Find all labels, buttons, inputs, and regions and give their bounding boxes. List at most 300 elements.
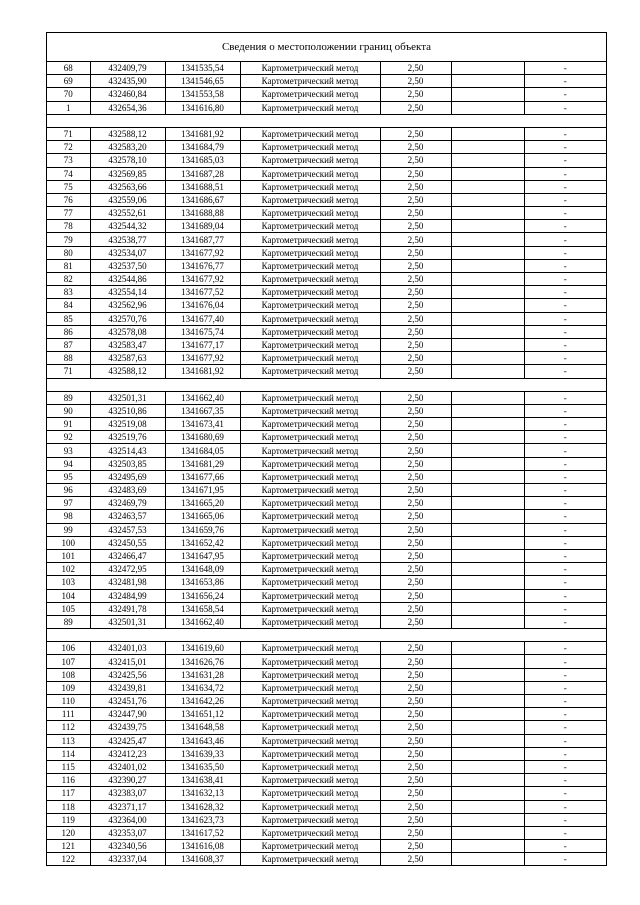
method-cell: Картометрический метод (240, 840, 380, 853)
coordinate-y: 1341648,58 (165, 721, 240, 734)
point-number: 113 (47, 734, 90, 747)
table-row (47, 747, 606, 760)
coordinate-x: 432501,31 (90, 615, 165, 628)
accuracy-cell: 2,50 (380, 418, 451, 431)
accuracy-cell: 2,50 (380, 391, 451, 404)
empty-cell (451, 708, 524, 721)
coordinate-y: 1341553,58 (165, 88, 240, 101)
coordinate-y: 1341677,92 (165, 246, 240, 259)
method-cell: Картометрический метод (240, 787, 380, 800)
table-row (47, 787, 606, 800)
dash-cell: - (524, 167, 606, 180)
method-cell: Картометрический метод (240, 615, 380, 628)
table-row (47, 273, 606, 286)
dash-cell: - (524, 510, 606, 523)
dash-cell: - (524, 826, 606, 839)
accuracy-cell: 2,50 (380, 760, 451, 773)
table-row (47, 695, 606, 708)
coordinate-x: 432457,53 (90, 523, 165, 536)
table-row (47, 681, 606, 694)
empty-cell (451, 299, 524, 312)
point-number: 88 (47, 352, 90, 365)
coordinate-x: 432450,55 (90, 536, 165, 549)
accuracy-cell: 2,50 (380, 734, 451, 747)
dash-cell: - (524, 404, 606, 417)
dash-cell: - (524, 352, 606, 365)
accuracy-cell: 2,50 (380, 338, 451, 351)
point-number: 82 (47, 273, 90, 286)
empty-cell (451, 813, 524, 826)
dash-cell: - (524, 576, 606, 589)
dash-cell: - (524, 259, 606, 272)
table-row (47, 589, 606, 602)
coordinate-y: 1341617,52 (165, 826, 240, 839)
dash-cell: - (524, 418, 606, 431)
accuracy-cell: 2,50 (380, 800, 451, 813)
method-cell: Картометрический метод (240, 207, 380, 220)
coordinate-y: 1341673,41 (165, 418, 240, 431)
coordinate-y: 1341653,86 (165, 576, 240, 589)
coordinate-y: 1341632,13 (165, 787, 240, 800)
dash-cell: - (524, 246, 606, 259)
dash-cell: - (524, 88, 606, 101)
empty-cell (451, 431, 524, 444)
coordinate-y: 1341677,17 (165, 338, 240, 351)
coordinate-x: 432587,63 (90, 352, 165, 365)
coordinate-y: 1341631,28 (165, 668, 240, 681)
coordinate-x: 432544,86 (90, 273, 165, 286)
dash-cell: - (524, 457, 606, 470)
accuracy-cell: 2,50 (380, 141, 451, 154)
empty-cell (451, 536, 524, 549)
dash-cell: - (524, 563, 606, 576)
coordinate-x: 432537,50 (90, 259, 165, 272)
accuracy-cell: 2,50 (380, 444, 451, 457)
empty-cell (451, 141, 524, 154)
point-number: 118 (47, 800, 90, 813)
method-cell: Картометрический метод (240, 101, 380, 114)
point-number: 104 (47, 589, 90, 602)
method-cell: Картометрический метод (240, 193, 380, 206)
method-cell: Картометрический метод (240, 352, 380, 365)
empty-cell (451, 233, 524, 246)
coordinate-x: 432484,99 (90, 589, 165, 602)
coordinate-y: 1341671,95 (165, 484, 240, 497)
coordinate-x: 432340,56 (90, 840, 165, 853)
dash-cell: - (524, 101, 606, 114)
dash-cell: - (524, 655, 606, 668)
coordinate-y: 1341643,46 (165, 734, 240, 747)
table-row (47, 708, 606, 721)
coordinate-x: 432469,79 (90, 497, 165, 510)
table-row (47, 101, 606, 114)
dash-cell: - (524, 602, 606, 615)
table-row (47, 510, 606, 523)
table-row (47, 286, 606, 299)
accuracy-cell: 2,50 (380, 576, 451, 589)
dash-cell: - (524, 299, 606, 312)
coordinate-y: 1341623,73 (165, 813, 240, 826)
empty-cell (451, 563, 524, 576)
table-row (47, 233, 606, 246)
dash-cell: - (524, 497, 606, 510)
method-cell: Картометрический метод (240, 127, 380, 140)
coordinate-y: 1341648,09 (165, 563, 240, 576)
coordinate-y: 1341616,08 (165, 840, 240, 853)
coordinate-x: 432409,79 (90, 62, 165, 75)
table-title: Сведения о местоположении границ объекта (47, 33, 606, 62)
accuracy-cell: 2,50 (380, 695, 451, 708)
coordinate-y: 1341665,20 (165, 497, 240, 510)
accuracy-cell: 2,50 (380, 246, 451, 259)
empty-cell (451, 681, 524, 694)
accuracy-cell: 2,50 (380, 602, 451, 615)
dash-cell: - (563, 854, 567, 865)
point-number: 89 (47, 391, 90, 404)
coordinate-y: 1341681,92 (165, 127, 240, 140)
method-cell: Картометрический метод (240, 774, 380, 787)
accuracy-cell: 2,50 (380, 312, 451, 325)
dash-cell: - (524, 589, 606, 602)
point-number: 81 (47, 259, 90, 272)
empty-cell (451, 589, 524, 602)
coordinate-x: 432383,07 (90, 787, 165, 800)
point-number: 84 (47, 299, 90, 312)
coordinate-x: 432559,06 (90, 193, 165, 206)
method-cell: Картометрический метод (240, 233, 380, 246)
table-row (47, 431, 606, 444)
dash-cell: - (524, 721, 606, 734)
coordinate-y: 1341677,92 (165, 352, 240, 365)
coordinate-y: 1341677,40 (165, 312, 240, 325)
table-row (47, 193, 606, 206)
empty-cell (451, 549, 524, 562)
coordinate-x: 432483,69 (90, 484, 165, 497)
method-cell: Картометрический метод (240, 510, 380, 523)
table-row (47, 352, 606, 365)
accuracy-cell: 2,50 (380, 681, 451, 694)
coordinate-x: 432503,85 (90, 457, 165, 470)
separator-cell (47, 114, 606, 127)
point-number: 94 (47, 457, 90, 470)
table-row (47, 655, 606, 668)
dash-cell: - (524, 431, 606, 444)
section-separator-row (47, 114, 606, 127)
method-cell: Картометрический метод (240, 444, 380, 457)
table-row (47, 576, 606, 589)
coordinate-y: 1341676,77 (165, 259, 240, 272)
dash-cell: - (524, 180, 606, 193)
dash-cell: - (524, 141, 606, 154)
dash-cell: - (524, 75, 606, 88)
section-separator-row (47, 378, 606, 391)
accuracy-cell: 2,50 (380, 127, 451, 140)
point-number: 77 (47, 207, 90, 220)
point-number: 79 (47, 233, 90, 246)
table-row (47, 853, 606, 866)
empty-cell (451, 180, 524, 193)
coordinate-y: 1341665,06 (165, 510, 240, 523)
empty-cell (451, 523, 524, 536)
table-row (47, 299, 606, 312)
point-number: 105 (47, 602, 90, 615)
point-number: 109 (47, 681, 90, 694)
empty-cell (451, 259, 524, 272)
dash-cell: - (524, 273, 606, 286)
accuracy-cell: 2,50 (380, 787, 451, 800)
point-number: 99 (47, 523, 90, 536)
point-number: 89 (47, 615, 90, 628)
empty-cell (451, 338, 524, 351)
accuracy-cell: 2,50 (380, 721, 451, 734)
point-number: 119 (47, 813, 90, 826)
point-number: 80 (47, 246, 90, 259)
accuracy-cell: 2,50 (380, 193, 451, 206)
table-row (47, 721, 606, 734)
method-cell: Картометрический метод (240, 220, 380, 233)
coordinate-y: 1341681,29 (165, 457, 240, 470)
dash-cell: - (524, 668, 606, 681)
coordinate-y: 1341634,72 (165, 681, 240, 694)
accuracy-cell: 2,50 (380, 88, 451, 101)
dash-cell: - (524, 193, 606, 206)
table-row (47, 470, 606, 483)
table-row (47, 457, 606, 470)
table-row (47, 246, 606, 259)
empty-cell (451, 391, 524, 404)
method-cell: Картометрический метод (240, 589, 380, 602)
method-cell: Картометрический метод (240, 365, 380, 378)
empty-cell (451, 325, 524, 338)
table-row (47, 484, 606, 497)
coordinate-x: 432588,12 (90, 127, 165, 140)
accuracy-cell: 2,50 (380, 813, 451, 826)
accuracy-cell: 2,50 (380, 404, 451, 417)
coordinate-x: 432552,61 (90, 207, 165, 220)
coordinate-y: 1341681,92 (165, 365, 240, 378)
point-number: 73 (47, 154, 90, 167)
coordinate-y: 1341619,60 (165, 642, 240, 655)
table-row (47, 75, 606, 88)
table-row (47, 154, 606, 167)
dash-cell: - (524, 840, 606, 853)
method-cell: Картометрический метод (240, 431, 380, 444)
dash-cell: - (524, 615, 606, 628)
dash-cell: - (524, 444, 606, 457)
coordinate-y: 1341676,04 (165, 299, 240, 312)
point-number: 93 (47, 444, 90, 457)
coordinate-y: 1341680,69 (165, 431, 240, 444)
point-number: 121 (47, 840, 90, 853)
method-cell: Картометрический метод (240, 695, 380, 708)
coordinate-x: 432412,23 (90, 747, 165, 760)
dash-cell: - (524, 470, 606, 483)
accuracy-cell: 2,50 (380, 826, 451, 839)
coordinate-x: 432425,56 (90, 668, 165, 681)
coordinate-y: 1341675,74 (165, 325, 240, 338)
coordinate-y: 1341689,04 (165, 220, 240, 233)
point-number: 87 (47, 338, 90, 351)
coordinate-y: 1341685,03 (165, 154, 240, 167)
table-row (47, 536, 606, 549)
accuracy-cell: 2,50 (380, 431, 451, 444)
coordinate-y: 1341647,95 (165, 549, 240, 562)
point-number: 69 (47, 75, 90, 88)
empty-cell (451, 273, 524, 286)
coordinate-x: 432466,47 (90, 549, 165, 562)
accuracy-cell: 2,50 (380, 365, 451, 378)
table-row (47, 338, 606, 351)
dash-cell: - (524, 233, 606, 246)
accuracy-cell: 2,50 (380, 536, 451, 549)
empty-cell (451, 721, 524, 734)
point-number: 102 (47, 563, 90, 576)
empty-cell (451, 101, 524, 114)
empty-cell (451, 88, 524, 101)
point-number: 117 (47, 787, 90, 800)
table-row (47, 220, 606, 233)
table-row (47, 563, 606, 576)
coordinate-y: 1341656,24 (165, 589, 240, 602)
point-number: 71 (47, 127, 90, 140)
separator-cell (47, 629, 606, 642)
coordinate-x: 432534,07 (90, 246, 165, 259)
point-number: 76 (47, 193, 90, 206)
accuracy-cell: 2,50 (380, 299, 451, 312)
coordinate-y: 1341662,40 (165, 391, 240, 404)
coordinate-x: 432583,47 (90, 338, 165, 351)
method-cell: Картометрический метод (240, 404, 380, 417)
accuracy-cell: 2,50 (380, 563, 451, 576)
table-row (47, 497, 606, 510)
table-row (47, 840, 606, 853)
accuracy-cell: 2,50 (380, 655, 451, 668)
empty-cell (451, 312, 524, 325)
dash-cell: - (524, 681, 606, 694)
empty-cell (451, 853, 524, 866)
coordinate-y: 1341677,66 (165, 470, 240, 483)
point-number: 100 (47, 536, 90, 549)
separator-cell (47, 378, 606, 391)
coordinate-y: 1341608,37 (165, 853, 240, 866)
coordinate-y: 1341642,26 (165, 695, 240, 708)
empty-cell (451, 75, 524, 88)
coordinate-x: 432337,04 (90, 853, 165, 866)
coordinate-x: 432401,02 (90, 760, 165, 773)
method-cell: Картометрический метод (240, 470, 380, 483)
coordinate-y: 1341652,42 (165, 536, 240, 549)
accuracy-cell: 2,50 (380, 840, 451, 853)
method-cell: Картометрический метод (240, 141, 380, 154)
dash-cell: - (524, 813, 606, 826)
accuracy-cell: 2,50 (380, 325, 451, 338)
point-number: 110 (47, 695, 90, 708)
point-number: 70 (47, 88, 90, 101)
table-row (47, 615, 606, 628)
accuracy-cell: 2,50 (380, 642, 451, 655)
coordinate-x: 432451,76 (90, 695, 165, 708)
coordinate-x: 432425,47 (90, 734, 165, 747)
coordinate-y: 1341684,79 (165, 141, 240, 154)
table-row (47, 444, 606, 457)
empty-cell (451, 444, 524, 457)
dash-cell: - (524, 695, 606, 708)
point-number: 96 (47, 484, 90, 497)
accuracy-cell: 2,50 (380, 233, 451, 246)
coordinate-x: 432514,43 (90, 444, 165, 457)
point-number: 91 (47, 418, 90, 431)
method-cell: Картометрический метод (240, 523, 380, 536)
table-row (47, 418, 606, 431)
coordinate-x: 432519,76 (90, 431, 165, 444)
coordinate-y: 1341677,52 (165, 286, 240, 299)
method-cell: Картометрический метод (240, 167, 380, 180)
point-number: 120 (47, 826, 90, 839)
point-number: 83 (47, 286, 90, 299)
method-cell: Картометрический метод (240, 668, 380, 681)
accuracy-cell: 2,50 (380, 523, 451, 536)
empty-cell (451, 207, 524, 220)
point-number: 78 (47, 220, 90, 233)
point-number: 85 (47, 312, 90, 325)
coordinate-x: 432583,20 (90, 141, 165, 154)
dash-cell: - (524, 484, 606, 497)
empty-cell (451, 470, 524, 483)
coordinate-y: 1341688,51 (165, 180, 240, 193)
coordinate-x: 432439,81 (90, 681, 165, 694)
method-cell: Картометрический метод (240, 681, 380, 694)
table-row (47, 180, 606, 193)
accuracy-cell: 2,50 (380, 180, 451, 193)
accuracy-cell: 2,50 (380, 774, 451, 787)
method-cell: Картометрический метод (240, 853, 380, 866)
accuracy-cell: 2,50 (380, 154, 451, 167)
dash-cell: - (524, 549, 606, 562)
method-cell: Картометрический метод (240, 800, 380, 813)
method-cell: Картометрический метод (240, 62, 380, 75)
coordinate-y: 1341546,65 (165, 75, 240, 88)
coordinate-x: 432554,14 (90, 286, 165, 299)
empty-cell (451, 840, 524, 853)
coordinate-x: 432371,17 (90, 800, 165, 813)
table-row (47, 312, 606, 325)
coordinate-y: 1341662,40 (165, 615, 240, 628)
coordinate-x: 432447,90 (90, 708, 165, 721)
point-number: 116 (47, 774, 90, 787)
method-cell: Картометрический метод (240, 708, 380, 721)
coordinate-x: 432578,10 (90, 154, 165, 167)
point-number: 1 (47, 101, 90, 114)
section-separator-row (47, 629, 606, 642)
coordinate-x: 432501,31 (90, 391, 165, 404)
empty-cell (451, 615, 524, 628)
coordinate-x: 432463,57 (90, 510, 165, 523)
dash-cell: - (524, 312, 606, 325)
empty-cell (451, 167, 524, 180)
table-row (47, 760, 606, 773)
empty-cell (451, 668, 524, 681)
empty-cell (451, 787, 524, 800)
accuracy-cell: 2,50 (380, 62, 451, 75)
coordinate-x: 432562,96 (90, 299, 165, 312)
empty-cell (451, 747, 524, 760)
empty-cell (451, 602, 524, 615)
accuracy-cell: 2,50 (380, 352, 451, 365)
method-cell: Картометрический метод (240, 259, 380, 272)
table-row (47, 62, 606, 75)
accuracy-cell: 2,50 (380, 207, 451, 220)
coordinate-x: 432563,66 (90, 180, 165, 193)
